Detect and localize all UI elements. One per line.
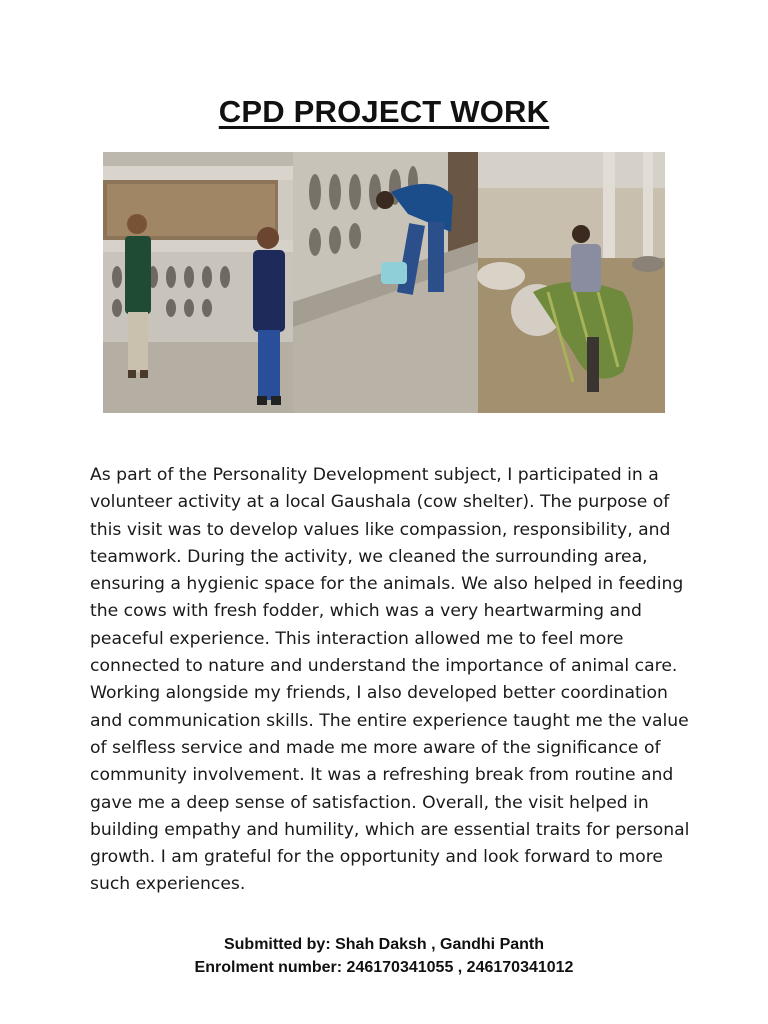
photo-cleaning-area <box>293 152 478 413</box>
submitted-by: Submitted by: Shah Daksh , Gandhi Panth <box>223 936 545 953</box>
enrolment-numbers: Enrolment number: 246170341055 , 246170341012 <box>194 959 574 976</box>
photo-collage <box>103 152 665 413</box>
body-paragraph: As part of the Personality Development subject, I participated in a volunteer activity at a local Gaushala (cow shelter). The purpose of this visit was to develop values like compassion, responsibility, and teamwork. During the activity, we cleaned the surrounding area, ensuring a hygienic space for the animals. We also helped in feeding the cows with fresh fodder, which was a very heartwarming and peaceful experience. This interaction allowed me to feel more connected to nature and understand the importance of animal care. Working alongside my friends, I also developed better coordination and communication skills. The entire experience taught me the value of selfless service and made me more aware of the significance of community involvement. It was a refreshing break from routine and gave me a deep sense of satisfaction. Overall, the visit helped in building empathy and humility, which are essential traits for personal growth. I am grateful for the opportunity and look forward to more such experiences. <box>90 465 690 895</box>
photo-feeding-cows <box>477 152 665 413</box>
submission-info <box>0 933 768 979</box>
document-title: CPD PROJECT WORK <box>218 94 550 129</box>
photo-students-by-wall <box>103 152 293 413</box>
